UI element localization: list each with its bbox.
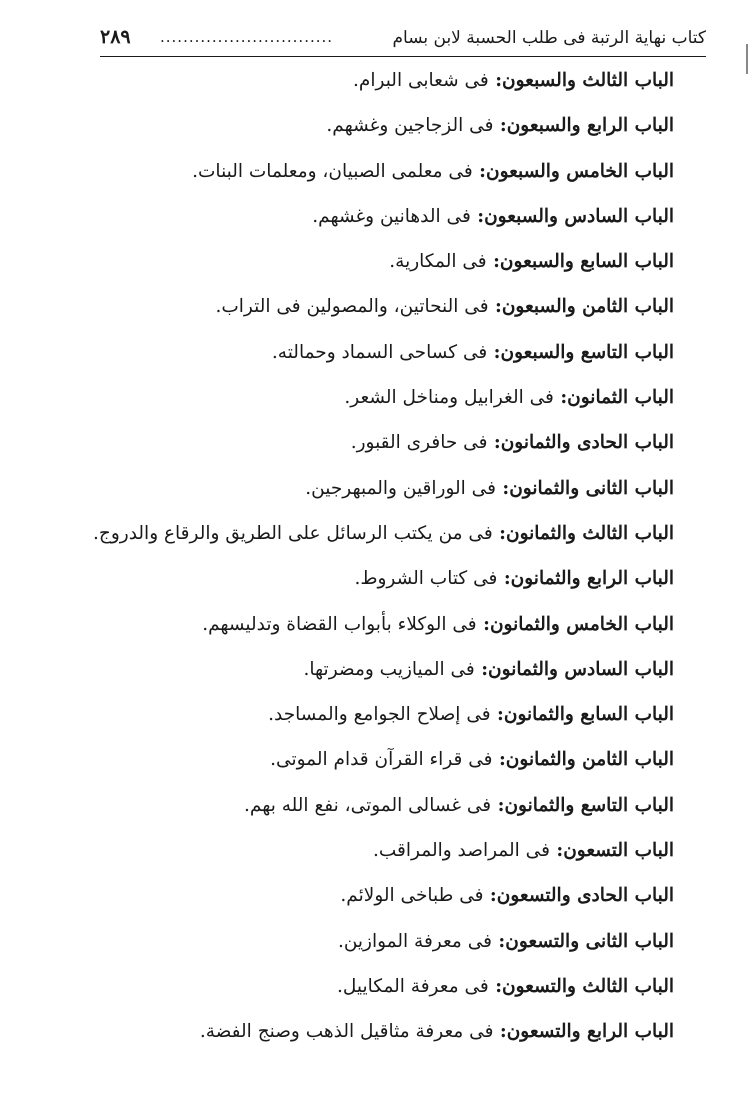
chapter-title: الباب التاسع والثمانون bbox=[504, 794, 674, 816]
chapter-separator: : bbox=[488, 296, 502, 318]
chapter-title: الباب السابع والثمانون bbox=[503, 704, 674, 726]
chapter-separator: : bbox=[495, 477, 510, 499]
chapter-subject: فى كتاب الشروط. bbox=[354, 568, 498, 590]
chapter-title: الباب الثانى والثمانون bbox=[509, 477, 674, 499]
chapter-subject: فى غسالى الموتى، نفع الله بهم. bbox=[244, 794, 492, 816]
chapter-entry bbox=[34, 737, 674, 782]
chapter-title: الباب السادس والثمانون bbox=[488, 658, 674, 680]
chapter-title: الباب السابع والسبعون bbox=[499, 251, 674, 273]
chapter-subject: فى معلمى الصبيان، ومعلمات البنات. bbox=[192, 160, 473, 182]
chapter-separator: : bbox=[476, 613, 490, 635]
chapter-separator: : bbox=[492, 522, 506, 544]
chapter-subject: فى الدهانين وغشهم. bbox=[312, 205, 471, 227]
running-title: كتاب نهاية الرتبة فى طلب الحسبة لابن بسام bbox=[392, 28, 706, 48]
chapter-separator: : bbox=[483, 885, 497, 907]
chapter-subject: فى معرفة الموازين. bbox=[337, 930, 492, 952]
chapter-separator: : bbox=[491, 794, 505, 816]
chapter-separator: : bbox=[497, 568, 511, 590]
chapter-separator: : bbox=[493, 115, 507, 137]
page-number: ٢٨٩ bbox=[100, 26, 131, 48]
chapter-separator: : bbox=[491, 930, 506, 952]
chapter-entry bbox=[34, 783, 674, 828]
chapter-entry bbox=[34, 375, 674, 420]
chapter-subject: فى حافرى القبور. bbox=[350, 432, 488, 454]
chapter-subject: فى المراصد والمراقب. bbox=[373, 840, 550, 862]
chapter-separator: : bbox=[472, 160, 486, 182]
chapter-title: الباب الثمانون bbox=[567, 387, 674, 409]
chapter-title: الباب التسعون bbox=[563, 840, 674, 862]
chapter-title: الباب الثامن والسبعون bbox=[501, 296, 674, 318]
chapter-title: الباب الرابع والثمانون bbox=[510, 568, 674, 590]
chapter-separator: : bbox=[488, 975, 503, 997]
chapter-title: الباب الخامس والثمانون bbox=[489, 613, 674, 635]
chapter-title: الباب الرابع والتسعون bbox=[506, 1021, 674, 1043]
chapter-separator: : bbox=[549, 840, 564, 862]
chapter-subject: فى الزجاجين وغشهم. bbox=[326, 115, 494, 137]
chapter-title: الباب الثالث والتسعون bbox=[502, 975, 674, 997]
chapter-title: الباب الثالث والثمانون bbox=[505, 522, 674, 544]
chapter-entry bbox=[34, 647, 674, 692]
running-header bbox=[100, 22, 706, 57]
chapter-entry bbox=[34, 420, 674, 465]
chapter-subject: فى من يكتب الرسائل على الطريق والرقاع والدروج. bbox=[93, 522, 493, 544]
chapter-subject: فى إصلاح الجوامع والمساجد. bbox=[268, 704, 491, 726]
chapter-list bbox=[34, 58, 674, 1055]
chapter-subject: فى شعابى البرام. bbox=[353, 70, 489, 91]
chapter-entry bbox=[34, 873, 674, 918]
chapter-entry bbox=[34, 919, 674, 964]
chapter-subject: فى النحاتين، والمصولين فى التراب. bbox=[215, 296, 489, 318]
chapter-separator: : bbox=[487, 341, 501, 363]
chapter-separator: : bbox=[487, 432, 501, 454]
chapter-title: الباب الحادى والتسعون bbox=[496, 885, 674, 907]
chapter-entry bbox=[34, 330, 674, 375]
chapter-title: الباب الثانى والتسعون bbox=[505, 930, 674, 952]
chapter-entry bbox=[34, 239, 674, 284]
chapter-entry bbox=[34, 692, 674, 737]
chapter-title: الباب السادس والسبعون bbox=[484, 205, 674, 227]
chapter-title: الباب الحادى والثمانون bbox=[500, 432, 674, 454]
chapter-subject: فى معرفة المكاييل. bbox=[336, 975, 489, 997]
page-edge-mark bbox=[746, 44, 748, 74]
chapter-entry bbox=[34, 466, 674, 511]
chapter-title: الباب التاسع والسبعون bbox=[500, 341, 674, 363]
chapter-subject: فى الوكلاء بأبواب القضاة وتدليسهم. bbox=[202, 613, 477, 635]
chapter-subject: فى معرفة مثاقيل الذهب وصنج الفضة. bbox=[199, 1021, 494, 1043]
chapter-title: الباب الخامس والسبعون bbox=[485, 160, 674, 182]
chapter-subject: فى الوراقين والمبهرجين. bbox=[305, 477, 496, 499]
chapter-entry bbox=[34, 1009, 674, 1054]
chapter-separator: : bbox=[490, 704, 504, 726]
chapter-entry bbox=[34, 556, 674, 601]
chapter-title: الباب الثامن والثمانون bbox=[505, 749, 674, 771]
chapter-separator: : bbox=[470, 205, 485, 227]
chapter-entry bbox=[34, 602, 674, 647]
chapter-title: الباب الثالث والسبعون bbox=[502, 70, 674, 91]
dot-leaders: .............................. bbox=[160, 28, 334, 46]
chapter-entry bbox=[34, 58, 674, 103]
chapter-subject: فى طباخى الولائم. bbox=[340, 885, 484, 907]
chapter-entry bbox=[34, 103, 674, 148]
chapter-subject: فى المكارية. bbox=[389, 251, 487, 273]
chapter-entry bbox=[34, 511, 674, 556]
chapter-entry bbox=[34, 149, 674, 194]
chapter-entry bbox=[34, 284, 674, 329]
chapter-subject: فى قراء القرآن قدام الموتى. bbox=[270, 749, 493, 771]
chapter-separator: : bbox=[553, 387, 568, 409]
chapter-subject: فى الغرابيل ومناخل الشعر. bbox=[344, 387, 554, 409]
chapter-entry bbox=[34, 964, 674, 1009]
chapter-separator: : bbox=[488, 70, 503, 91]
chapter-separator: : bbox=[493, 1021, 507, 1043]
chapter-subject: فى كساحى السماد وحمالته. bbox=[271, 341, 488, 363]
chapter-title: الباب الرابع والسبعون bbox=[506, 115, 674, 137]
chapter-separator: : bbox=[492, 749, 506, 771]
chapter-entry bbox=[34, 194, 674, 239]
chapter-separator: : bbox=[486, 251, 500, 273]
chapter-subject: فى الميازيب ومضرتها. bbox=[303, 658, 475, 680]
chapter-entry bbox=[34, 828, 674, 873]
chapter-separator: : bbox=[474, 658, 489, 680]
